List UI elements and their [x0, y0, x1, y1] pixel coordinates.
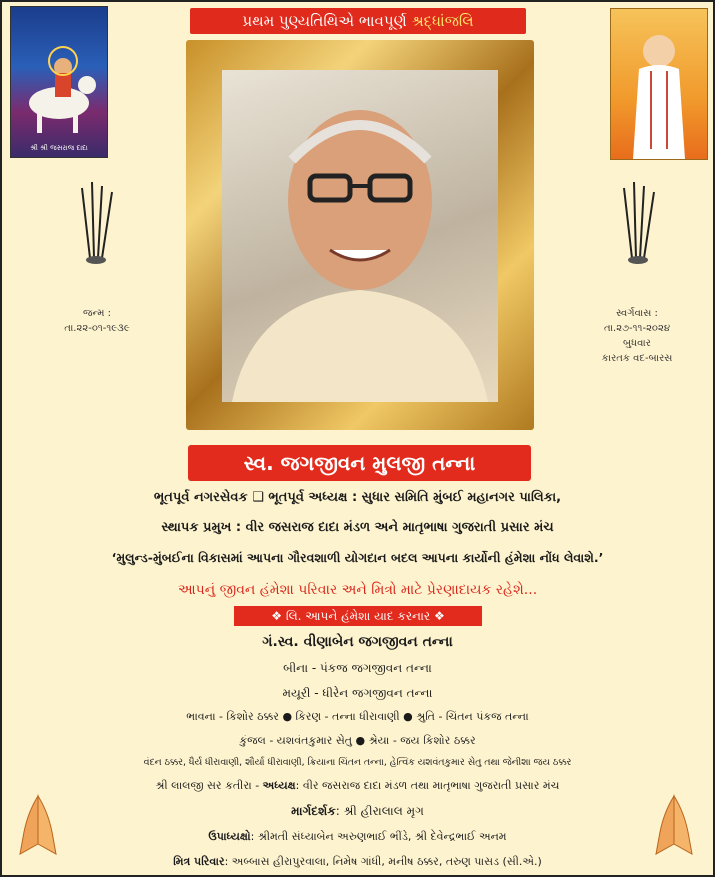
- person-portrait-icon: [222, 70, 498, 402]
- saint-picture-right: [610, 8, 708, 160]
- birth-info: [42, 308, 152, 334]
- signatories-header: ❖ લિ. આપને હંમેશા યાદ કરનાર ❖: [234, 606, 482, 626]
- lalji-label: અધ્યક્ષ: [262, 779, 296, 792]
- family-line-4: ભાવના - કિશોર ઠક્કર ● કિરણ - તન્ના ધીરાવાણી ● શ્રુતિ - ચિંતન પંકજ તન્ના: [186, 710, 529, 723]
- portrait-frame: [186, 40, 534, 430]
- death-date: તા.૨૭-૧૧-૨૦૨૪: [603, 323, 671, 334]
- family-line-3: મયૂરી - ધીરેન જગજીવન તન્ના: [282, 686, 433, 700]
- deceased-name: સ્વ. જગજીવન મુલજી તન્ના: [188, 445, 531, 481]
- family-line-1: ગં.સ્વ. વીણાબેન જગજીવન તન્ના: [262, 634, 453, 650]
- lalji-line: [2, 779, 713, 793]
- incense-left-icon: [72, 178, 122, 268]
- friends-label: મિત્ર પરિવાર: [173, 855, 225, 868]
- deity-picture-left: [10, 6, 108, 158]
- role-line-1: ભૂતપૂર્વ નગરસેવક ❑ ભૂતપૂર્વ અધ્યક્ષ : સુધાર સમિતિ મુંબઈ મહાનગર પાલિકા,: [153, 490, 562, 505]
- birth-label: જન્મ :: [82, 308, 112, 319]
- inspiration-line: આપનું જીવન હંમેશા પરિવાર અને મિત્રો માટે પ્રેરણાદાયક રહેશે...: [177, 582, 538, 598]
- birth-date: તા.૨૨-૦૧-૧૯૩૯: [64, 323, 130, 334]
- death-label: સ્વર્ગવાસ :: [616, 308, 658, 319]
- friends-line: [2, 855, 713, 869]
- vice-text: : શ્રીમતી સંધ્યાબેન અરુણભાઈ ભીંડે, શ્રી દેવેન્દ્રભાઈ અનમ: [250, 830, 507, 843]
- death-day: બુધવાર: [623, 338, 651, 349]
- saint-figure-icon: [611, 9, 707, 159]
- guide-line: [2, 804, 713, 819]
- family-line-6: વંદન ઠક્કર, ધૈર્ય ધીરાવાણી, શૌર્યા ધીરાવાણી, ક્રિયાના ચિંતન તન્ના, હેત્વિક યશવંતકુમાર સેતુ તથા જેનીશા જય ઠક્કર: [143, 757, 572, 768]
- portrait-photo: [222, 70, 498, 402]
- role-line-2: સ્થાપક પ્રમુખ : વીર જસરાજ દાદા મંડળ અને માતૃભાષા ગુજરાતી પ્રસાર મંચ: [161, 520, 554, 535]
- header-banner: [190, 8, 526, 34]
- guide-text: : શ્રી હીરાલાલ મૃગ: [335, 804, 424, 818]
- header-title: પ્રથમ પુણ્યતિથિએ ભાવપૂર્ણ: [242, 12, 407, 30]
- family-line-5: કુંજલ - યશવંતકુમાર સેતુ ● શ્રેયા - જય કિશોર ઠક્કર: [239, 734, 476, 747]
- horse-rider-icon: [11, 7, 107, 157]
- quote-line: ‘મુલુન્ડ-મુંબઈના વિકાસમાં આપના ગૌરવશાળી યોગદાન બદલ આપના કાર્યોની હંમેશા નોંધ લેવાશે.’: [111, 550, 604, 565]
- death-tithi: કારતક વદ-બારસ: [601, 353, 673, 364]
- vice-line: [2, 830, 713, 844]
- death-info: [572, 308, 702, 364]
- vice-label: ઉપાધ્યક્ષો: [208, 830, 251, 843]
- lalji-text: : વીર જસરાજ દાદા મંડળ તથા માતૃભાષા ગુજરાતી પ્રસાર મંચ: [295, 779, 560, 792]
- incense-right-icon: [614, 178, 664, 268]
- header-title-highlight: શ્રદ્ધાંજલિ: [411, 12, 474, 30]
- friends-text: : અબ્બાસ હીરાપુરવાલા, નિમેષ ગાંધી, મનીષ ઠક્કર, તરુણ પાસડ (સી.એ.): [224, 855, 542, 868]
- family-line-2: બીના - પંકજ જગજીવન તન્ના: [283, 661, 432, 675]
- guide-label: માર્ગદર્શક: [291, 804, 336, 818]
- praying-hands-left-icon: [14, 792, 62, 858]
- deity-caption: શ્રી શ્રી જસરાજ દાદા: [30, 144, 88, 152]
- praying-hands-right-icon: [650, 792, 698, 858]
- lalji-prefix: શ્રી લાલજી સર કતીરા -: [155, 779, 263, 792]
